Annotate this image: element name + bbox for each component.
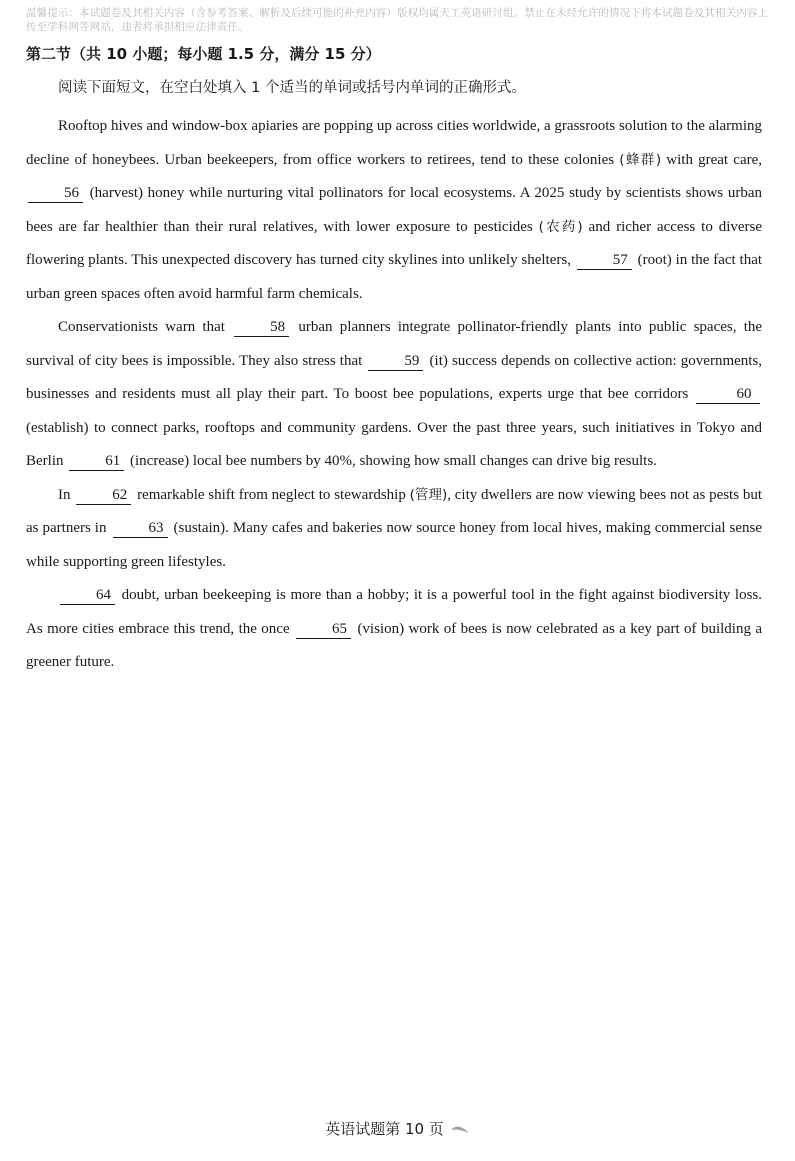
blank-62[interactable]: 62 [76, 486, 131, 505]
copyright-notice: 温馨提示：本试题卷及其相关内容（含参考答案、解析及后续可能的补充内容）版权均属天工英语研讨组。禁止在未经允许的情况下将本试题卷及其相关内容上传至学科网等网站，违者将承担相应法律责任。 [26, 7, 768, 33]
page-footer [0, 1118, 795, 1140]
page-number: 英语试题第 10 页 [325, 1120, 444, 1138]
blank-59[interactable]: 59 [368, 352, 423, 371]
instructions: 阅读下面短文，在空白处填入 1 个适当的单词或括号内单词的正确形式。 [58, 80, 526, 96]
gloss: (蜂群) [619, 151, 662, 168]
passage-text: and richer access to diverse flowering plants. This unexpected discovery has turned city skylines into unlikely shelters, [26, 218, 763, 268]
blank-64[interactable]: 64 [60, 586, 115, 605]
passage-text: (establish) to connect parks, rooftops and community gardens. Over the past three years, such initiatives in Tokyo and Berlin [26, 419, 762, 469]
paragraph-2 [26, 311, 762, 479]
passage-text: (increase) local bee numbers by 40%, showing how small changes can drive big results. [130, 453, 657, 469]
paragraph-3 [26, 479, 762, 580]
blank-56[interactable]: 56 [28, 184, 83, 203]
blank-63[interactable]: 63 [113, 519, 168, 538]
passage-text: (it) success depends on collective action: governments, businesses and residents must all play their part. To boost bee populations, experts urge that bee corridors [26, 352, 763, 402]
passage-text: with great care, [666, 151, 763, 168]
gloss: (管理) [409, 486, 448, 503]
passage-text: In [58, 486, 71, 503]
passage-text: (root) in the fact that urban green spaces often avoid harmful farm chemicals. [26, 252, 763, 302]
blank-65[interactable]: 65 [296, 620, 351, 639]
blank-58[interactable]: 58 [234, 318, 289, 337]
passage-text: (harvest) honey while nurturing vital pollinators for local ecosystems. A 2025 study by scientists shows urban bees are far healthier than their rural relatives, with lower exposure to pesticides [26, 185, 762, 235]
passage-text: (vision) work of bees is now celebrated as a key part of building a greener future. [26, 620, 763, 670]
gloss: (农药) [538, 218, 583, 235]
cloze-passage [26, 110, 762, 680]
blank-61[interactable]: 61 [69, 452, 124, 471]
passage-text: doubt, urban beekeeping is more than a hobby; it is a powerful tool in the fight against biodiversity loss. As more cities embrace this trend, the once [26, 587, 763, 637]
passage-text: Rooftop hives and window-box apiaries are popping up across cities worldwide, a grassroots solution to the alarming decline of honeybees. Urban beekeepers, from office workers to retirees, tend to these colonies [26, 118, 762, 168]
paragraph-1 [26, 110, 762, 311]
passage-text: remarkable shift from neglect to stewardship [137, 486, 406, 503]
passage-text: (sustain). Many cafes and bakeries now source honey from local hives, making commercial sense while supporting green lifestyles. [26, 520, 763, 570]
paragraph-4 [26, 579, 762, 680]
swoosh-icon [450, 1125, 470, 1135]
section-heading: 第二节（共 10 小题；每小题 1.5 分，满分 15 分） [26, 45, 381, 63]
blank-60[interactable]: 60 [696, 385, 760, 404]
blank-57[interactable]: 57 [577, 251, 632, 270]
passage-text: urban planners integrate pollinator-friendly plants into public spaces, the survival of city bees is impossible. They also stress that [26, 319, 763, 369]
passage-text: Conservationists warn that [58, 319, 225, 335]
passage-text: , city dwellers are now viewing bees not as pests but as partners in [26, 486, 763, 536]
